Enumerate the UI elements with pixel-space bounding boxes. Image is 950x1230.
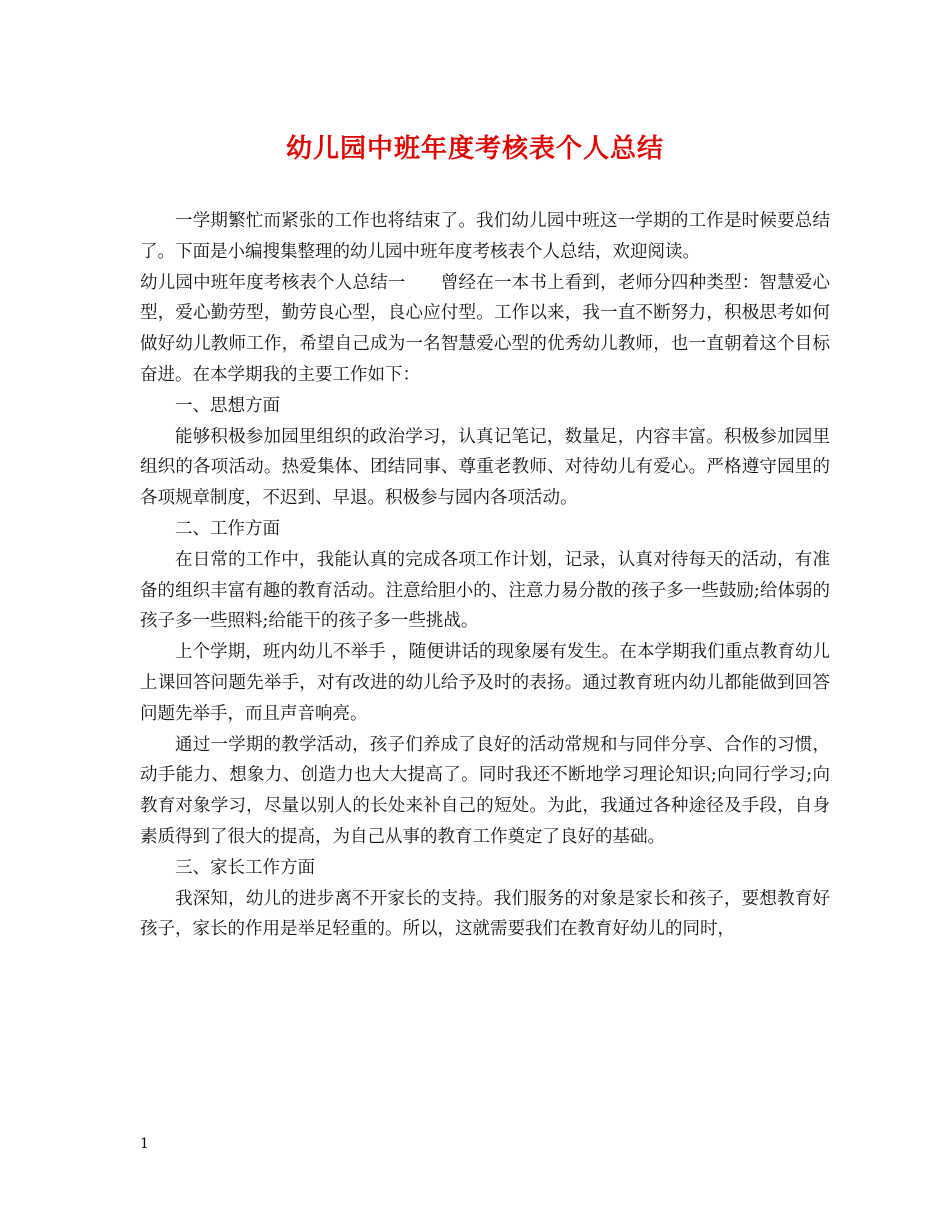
paragraph-work-hands: 上个学期，班内幼儿不举手 ，随便讲话的现象屡有发生。在本学期我们重点教育幼儿上课回答问题先举手，对有改进的幼儿给予及时的表扬。通过教育班内幼儿都能做到回答问题先举手，而且声音响亮。 bbox=[140, 642, 830, 724]
paragraph-work-teaching: 通过一学期的教学活动，孩子们养成了良好的活动常规和与同伴分享、合作的习惯，动手能力、想象力、创造力也大大提高了。同时我还不断地学习理论知识;向同行学习;向教育对象学习，尽量以别人的长处来补自己的短处。为此，我通过各种途径及手段，自身素质得到了很大的提高，为自己从事的教育工作奠定了良好的基础。 bbox=[140, 734, 830, 847]
paragraph-parents: 我深知，幼儿的进步离不开家长的支持。我们服务的对象是家长和孩子，要想教育好孩子，家长的作用是举足轻重的。所以，这就需要我们在教育好幼儿的同时， bbox=[140, 888, 830, 940]
paragraph-summary-one: 幼儿园中班年度考核表个人总结一 曾经在一本书上看到，老师分四种类型：智慧爱心型，爱心勤劳型，勤劳良心型，良心应付型。工作以来，我一直不断努力，积极思考如何做好幼儿教师工作，希望自己成为一名智慧爱心型的优秀幼儿教师，也一直朝着这个目标奋进。在本学期我的主要工作如下： bbox=[140, 272, 830, 385]
paragraph-intro: 一学期繁忙而紧张的工作也将结束了。我们幼儿园中班这一学期的工作是时候要总结了。下面是小编搜集整理的幼儿园中班年度考核表个人总结，欢迎阅读。 bbox=[140, 211, 830, 262]
section-heading-thought: 一、思想方面 bbox=[175, 395, 280, 416]
section-heading-parents: 三、家长工作方面 bbox=[175, 857, 315, 878]
document-body bbox=[140, 206, 830, 945]
section-heading-work: 二、工作方面 bbox=[175, 518, 280, 539]
page-number: 1 bbox=[140, 1136, 149, 1152]
paragraph-thought: 能够积极参加园里组织的政治学习，认真记笔记，数量足，内容丰富。积极参加园里组织的各项活动。热爱集体、团结同事、尊重老教师、对待幼儿有爱心。严格遵守园里的各项规章制度，不迟到、早退。积极参与园内各项活动。 bbox=[140, 426, 830, 509]
page-title: 幼儿园中班年度考核表个人总结 bbox=[285, 134, 664, 164]
paragraph-work-daily: 在日常的工作中，我能认真的完成各项工作计划，记录，认真对待每天的活动，有准备的组织丰富有趣的教育活动。注意给胆小的、注意力易分散的孩子多一些鼓励;给体弱的孩子多一些照料;给能干的孩子多一些挑战。 bbox=[140, 549, 830, 632]
